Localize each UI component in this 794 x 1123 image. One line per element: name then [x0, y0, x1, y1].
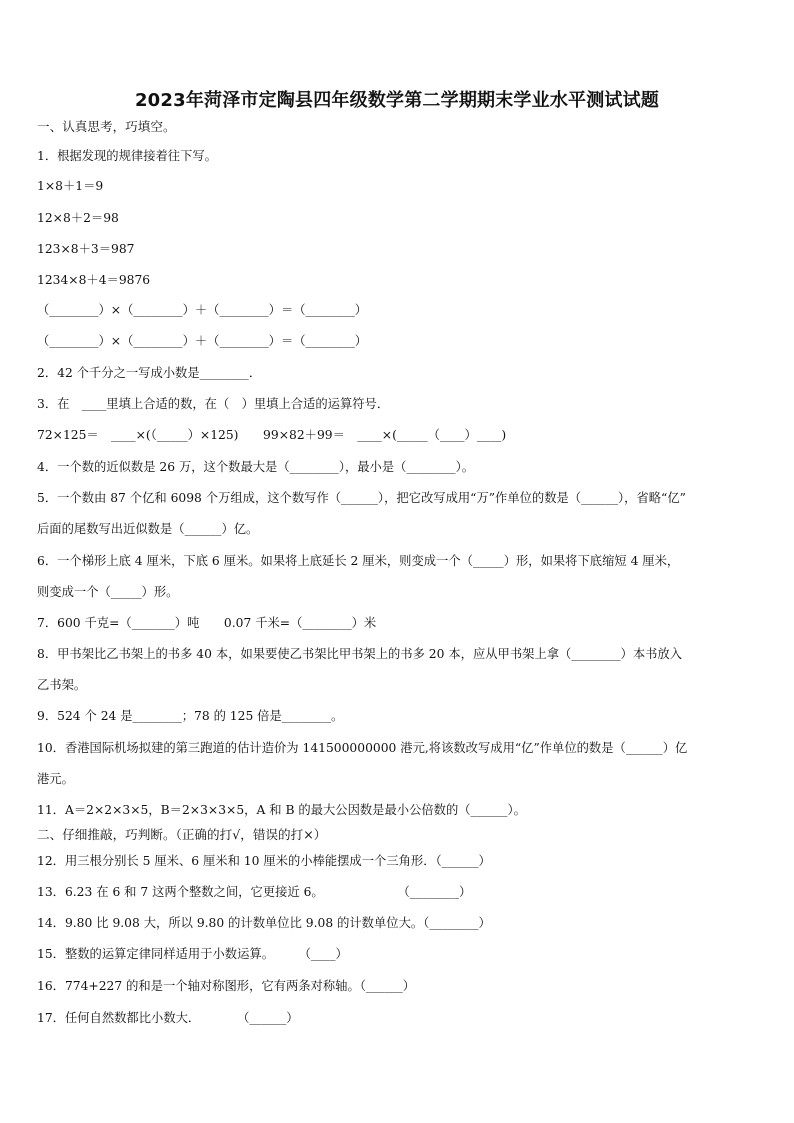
section-2-heading: 二、仔细推敲，巧判断。（正确的打√，错误的打×） — [37, 827, 327, 842]
question-1: 1．根据发现的规律接着往下写。 — [37, 149, 217, 163]
question-5-line-2: 后面的尾数写出近似数是（______）亿。 — [37, 522, 259, 536]
question-10-line-1: 10．香港国际机场拟建的第三跑道的估计造价为 141500000000 港元,将该数改写成用“亿”作单位的数是（______）亿 — [37, 741, 688, 755]
question-10-line-2: 港元。 — [37, 772, 74, 786]
question-5-line-1: 5．一个数由 87 个亿和 6098 个万组成，这个数写作（______），把它改写成用“万”作单位的数是（______），省略“亿” — [37, 491, 686, 505]
question-3-expression: 72×125＝ ____×(（_____）×125) 99×82＋99＝ ____×(_____（____）____) — [37, 428, 507, 442]
question-6-line-2: 则变成一个（_____）形。 — [37, 585, 179, 599]
question-4: 4．一个数的近似数是 26 万，这个数最大是（________），最小是（________）。 — [37, 460, 475, 474]
question-17: 17．任何自然数都比小数大． （______） — [37, 1011, 299, 1025]
question-11: 11．A＝2×2×3×5，B＝2×3×3×5，A 和 B 的最大公因数是最小公倍数的（______）。 — [37, 803, 526, 817]
question-9: 9．524 个 24 是________；78 的 125 倍是________。 — [37, 709, 344, 723]
question-8-line-1: 8．甲书架比乙书架上的书多 40 本，如果要使乙书架比甲书架上的书多 20 本，应从甲书架上拿（________）本书放入 — [37, 647, 683, 661]
section-1-heading: 一、认真思考，巧填空。 — [37, 119, 176, 134]
question-8-line-2: 乙书架。 — [37, 678, 87, 692]
pattern-line-2: 12×8＋2＝98 — [37, 211, 119, 225]
question-16: 16．774+227 的和是一个轴对称图形，它有两条对称轴。（______） — [37, 979, 416, 993]
question-13: 13．6.23 在 6 和 7 这两个整数之间，它更接近 6。 （________） — [37, 885, 472, 899]
answer-blank-row-2: （________）×（________）＋（________）＝（________） — [37, 334, 368, 348]
question-2: 2．42 个千分之一写成小数是________． — [37, 366, 262, 380]
pattern-line-1: 1×8＋1＝9 — [37, 179, 104, 193]
answer-blank-row-1: （________）×（________）＋（________）＝（________） — [37, 303, 368, 317]
question-3: 3．在 ____里填上合适的数，在（ ）里填上合适的运算符号． — [37, 397, 390, 411]
question-7: 7．600 千克=（_______）吨 0.07 千米=（________）米 — [37, 616, 377, 630]
question-15: 15．整数的运算定律同样适用于小数运算。 （____） — [37, 947, 348, 961]
question-12: 12．用三根分别长 5 厘米、6 厘米和 10 厘米的小棒能摆成一个三角形．（______） — [37, 854, 491, 868]
question-6-line-1: 6．一个梯形上底 4 厘米，下底 6 厘米。如果将上底延长 2 厘米，则变成一个（_____）形，如果将下底缩短 4 厘米， — [37, 554, 680, 568]
question-14: 14．9.80 比 9.08 大，所以 9.80 的计数单位比 9.08 的计数单位大。（________） — [37, 916, 491, 930]
page-title: 2023年菏泽市定陶县四年级数学第二学期期末学业水平测试试题 — [134, 90, 660, 111]
pattern-line-3: 123×8＋3＝987 — [37, 242, 135, 256]
pattern-line-4: 1234×8＋4＝9876 — [37, 273, 151, 287]
